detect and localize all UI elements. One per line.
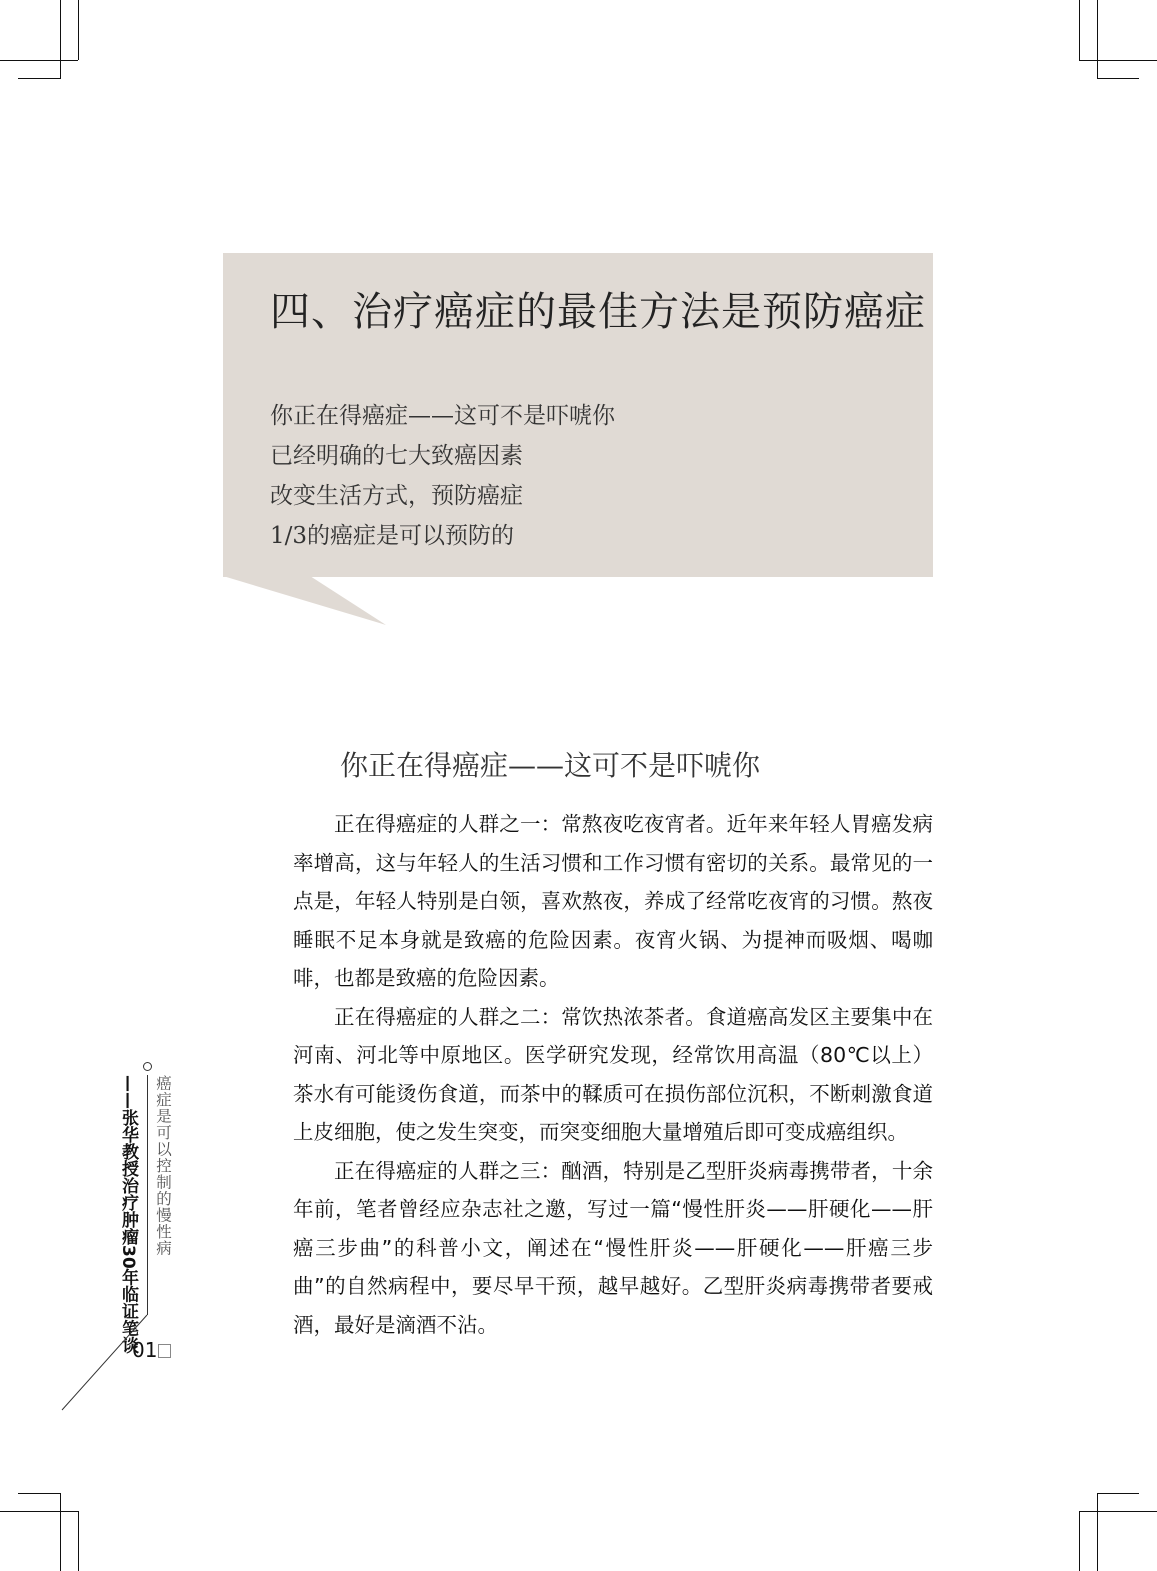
body-text (293, 805, 933, 1344)
crop-mark-bottom-left-h (18, 1493, 61, 1494)
running-book-title: 癌症是可以控制的慢性病 (154, 1075, 172, 1257)
crop-mark-bottom-right-h (1097, 1493, 1139, 1494)
paragraph: 正在得癌症的人群之三：酗酒，特别是乙型肝炎病毒携带者，十余年前，笔者曾经应杂志社之邀，写过一篇“慢性肝炎——肝硬化——肝癌三步曲”的科普小文，阐述在“慢性肝炎——肝硬化——肝癌三步曲”的自然病程中，要尽早干预，越早越好。乙型肝炎病毒携带者要戒酒，最好是滴酒不沾。 (293, 1158, 933, 1337)
crop-mark-bottom-left-v (60, 1493, 61, 1571)
chapter-toc (270, 396, 870, 556)
paragraph: 正在得癌症的人群之二：常饮热浓茶者。食道癌高发区主要集中在河南、河北等中原地区。医学研究发现，经常饮用高温（80℃以上）茶水有可能烫伤食道，而茶中的鞣质可在损伤部位沉积，不断刺激食道上皮细胞，使之发生突变，而突变细胞大量增殖后即可变成癌组织。 (293, 1004, 933, 1144)
crop-mark-bottom-right-h2 (1079, 1511, 1157, 1512)
paragraph: 正在得癌症的人群之一：常熬夜吃夜宵者。近年来年轻人胃癌发病率增高，这与年轻人的生活习惯和工作习惯有密切的关系。最常见的一点是，年轻人特别是白领，喜欢熬夜，养成了经常吃夜宵的习惯。熬夜睡眠不足本身就是致癌的危险因素。夜宵火锅、为提神而吸烟、喝咖啡，也都是致癌的危险因素。 (293, 812, 933, 990)
running-series-title: ——张华教授治疗肿瘤30年临证笔谈 (118, 1075, 138, 1354)
crop-mark-bottom-left-h2 (0, 1511, 78, 1512)
section-title: 你正在得癌症——这可不是吓唬你 (340, 749, 761, 782)
toc-item: 已经明确的七大致癌因素 (270, 443, 523, 469)
page-number-box (158, 1344, 171, 1358)
toc-item: 改变生活方式，预防癌症 (270, 483, 523, 509)
crop-mark-bottom-right-v2 (1097, 1493, 1098, 1571)
margin-diagonal-line (0, 0, 200, 1420)
page-number: 01 (132, 1338, 158, 1362)
toc-item: 你正在得癌症——这可不是吓唬你 (270, 403, 615, 429)
chapter-title: 四、治疗癌症的最佳方法是预防癌症 (270, 289, 926, 335)
crop-mark-bottom-right-v (1079, 1511, 1080, 1571)
toc-item: 1/3的癌症是可以预防的 (270, 523, 515, 549)
crop-mark-bottom-left-v2 (78, 1511, 79, 1571)
